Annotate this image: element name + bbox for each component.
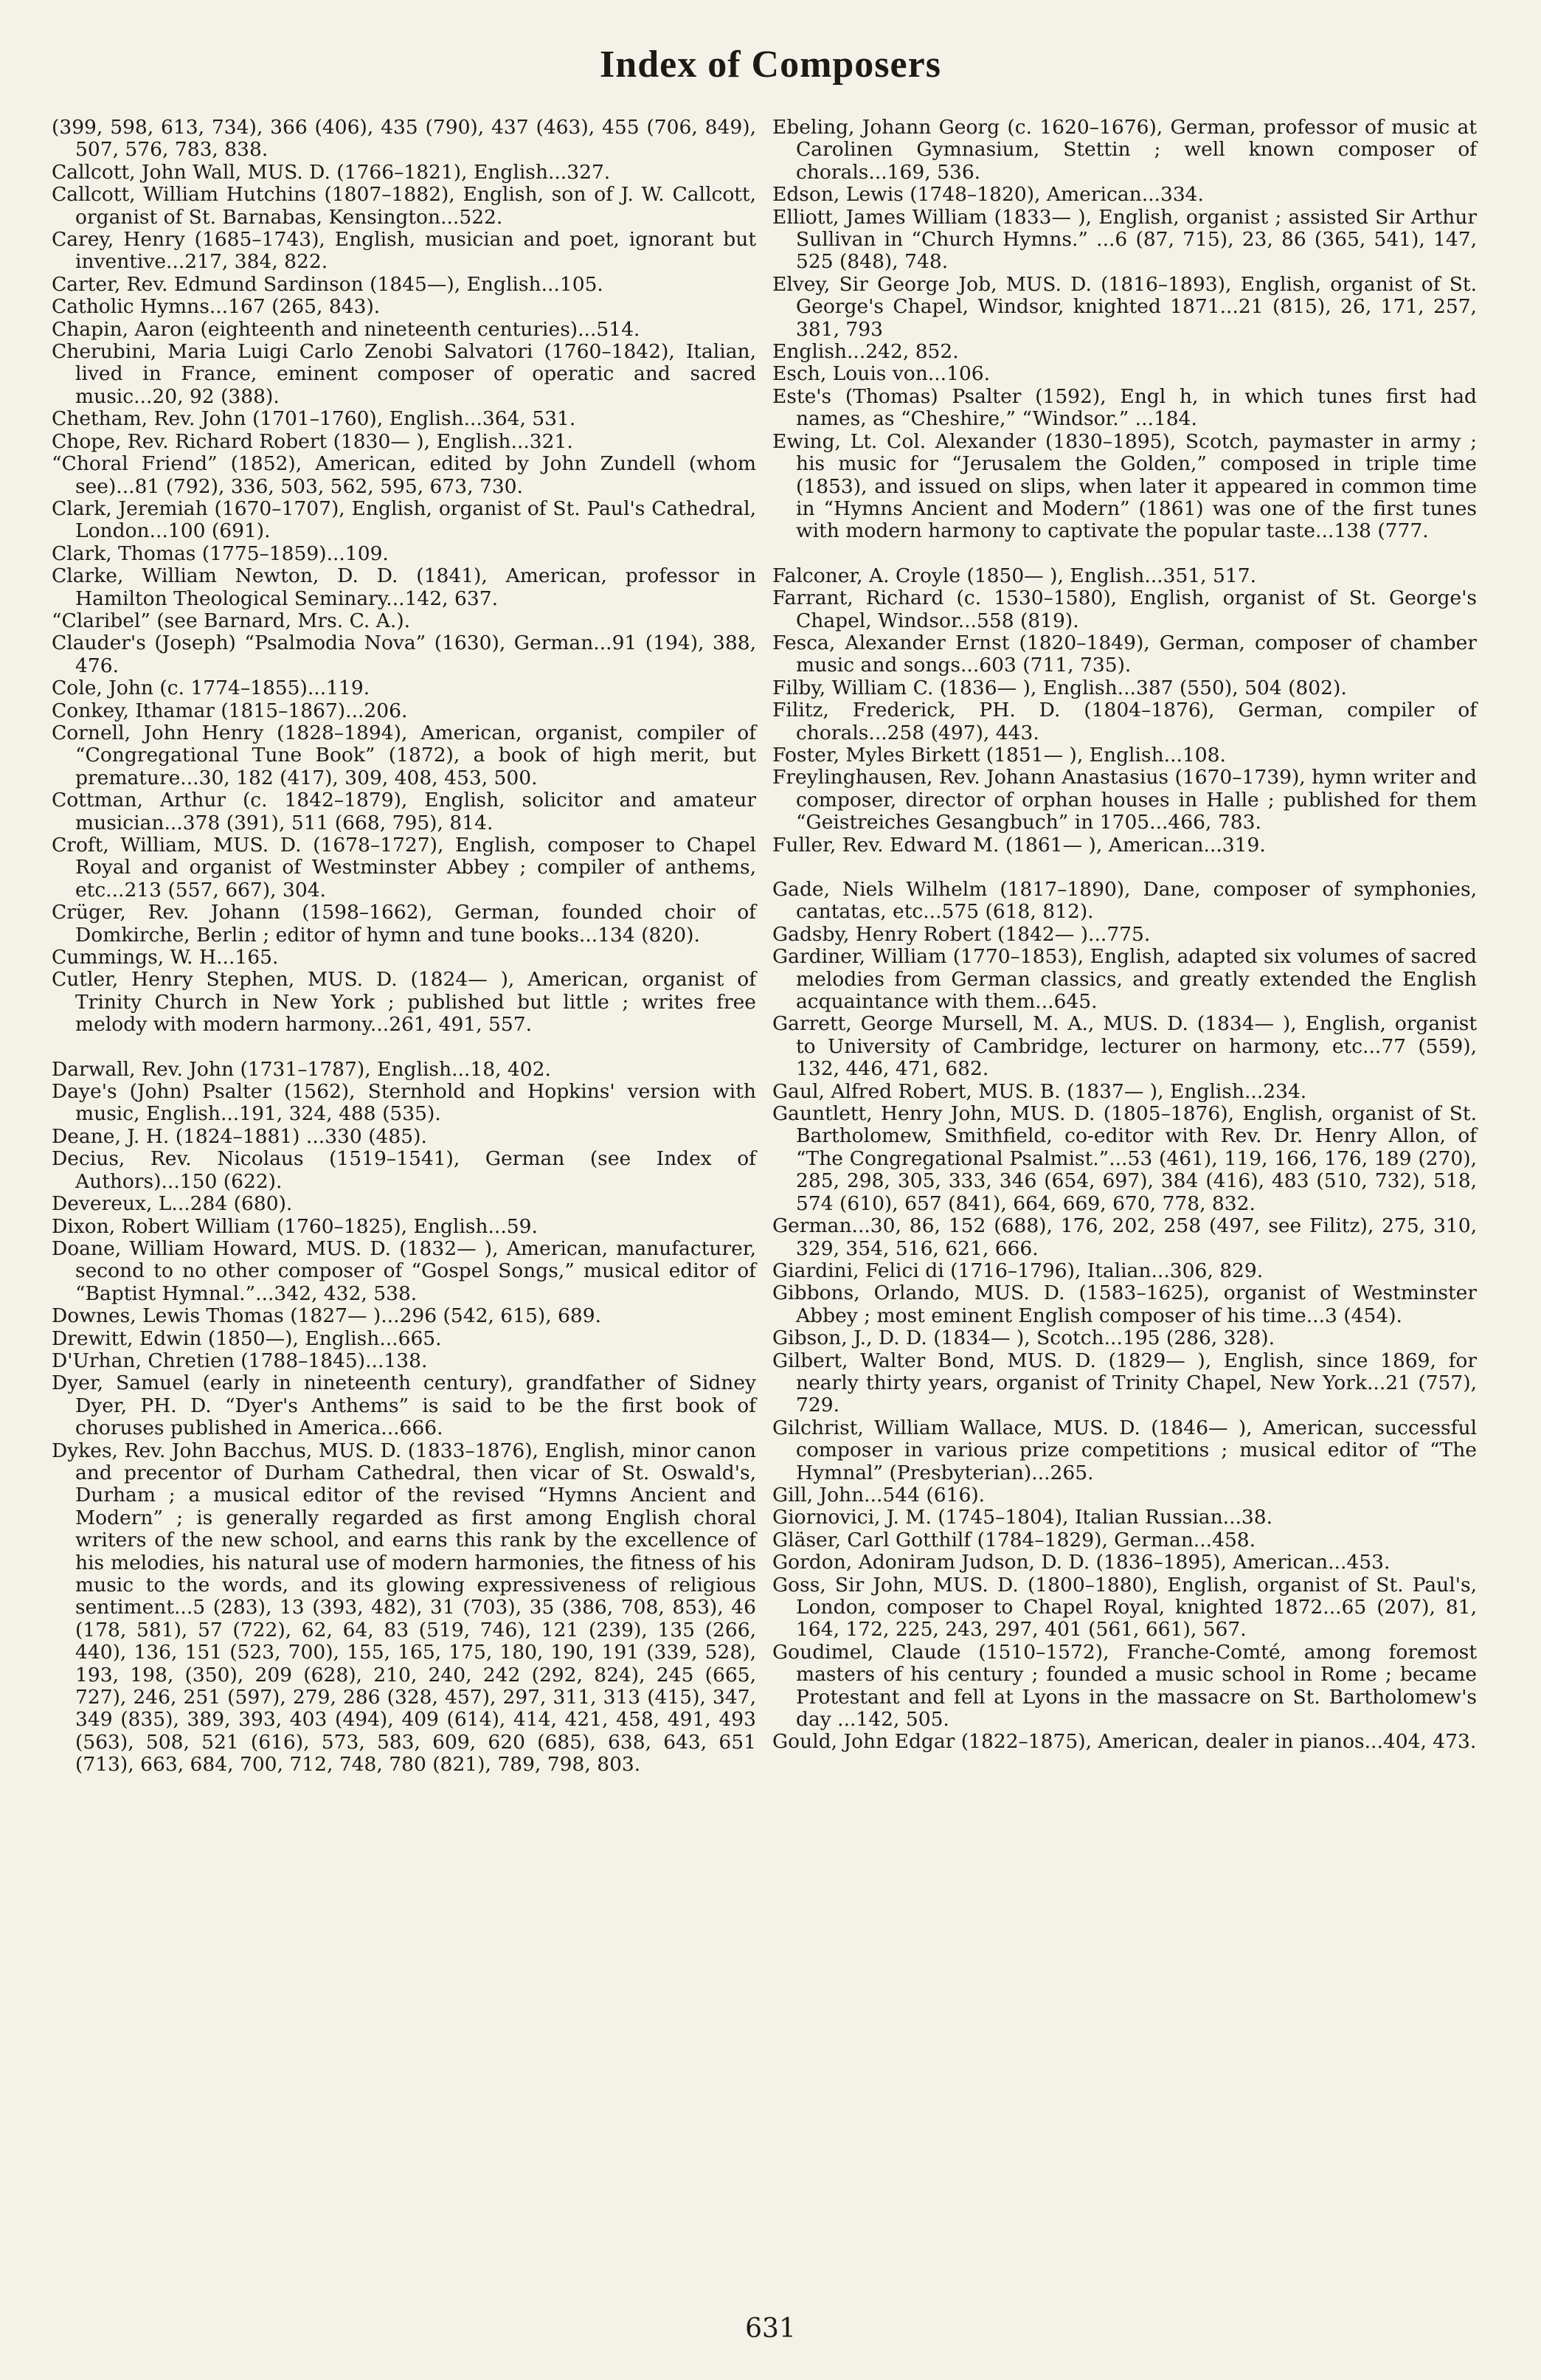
index-entry: Catholic Hymns...167 (265, 843). xyxy=(52,295,381,319)
index-entry: Giardini, Felici di (1716–1796), Italian...306, 829. xyxy=(772,1259,1264,1282)
index-entry: Ebeling, Johann Georg (c. 1620–1676), German, professor of music at Carolinen Gymnasium, Stettin ; well known composer of chorals...169, 536. xyxy=(772,116,1477,184)
index-entry: Este's (Thomas) Psalter (1592), Engl h, in which tunes first had names, as “Cheshire,” “Windsor.” ...184. xyxy=(772,384,1477,431)
index-entry: Conkey, Ithamar (1815–1867)...206. xyxy=(52,699,408,722)
index-entry: Dyer, Samuel (early in nineteenth century), grandfather of Sidney Dyer, PH. D. “Dyer's Anthems” is said to be the first book of choruses published in America...666. xyxy=(52,1371,756,1440)
index-entry: Gardiner, William (1770–1853), English, adapted six volumes of sacred melodies from German classics, and greatly extended the English acquaintance with them...645. xyxy=(772,945,1477,1014)
index-entry: Gauntlett, Henry John, MUS. D. (1805–1876), English, organist of St. Bartholomew, Smithfield, co-editor with Rev. Dr. Henry Allon, of “The Congregational Psalmist.”...53 (461), 119, 166, 176, 189 (270), 285, 298, 305, 333, 346 (654, 697), 384 (416), 483 (510, 732), 518, 574 (610), 657 (841), 664, 669, 670, 778, 832. xyxy=(772,1102,1477,1215)
index-entry: Dixon, Robert William (1760–1825), English...59. xyxy=(52,1214,538,1238)
index-entry: Drewitt, Edwin (1850—), English...665. xyxy=(52,1326,442,1350)
index-entry: Goss, Sir John, MUS. D. (1800–1880), English, organist of St. Paul's, London, composer to Chapel Royal, knighted 1872...65 (207), 81, 164, 172, 225, 243, 297, 401 (561, 661), 567. xyxy=(772,1573,1477,1642)
index-entry: Daye's (John) Psalter (1562), Sternhold and Hopkins' version with music, English...191, 324, 488 (535). xyxy=(52,1080,756,1126)
index-entry: Devereux, L...284 (680). xyxy=(52,1192,293,1216)
index-entry: English...242, 852. xyxy=(772,340,959,364)
index-entry: Giornovici, J. M. (1745–1804), Italian Russian...38. xyxy=(772,1506,1273,1529)
index-entry: Chetham, Rev. John (1701–1760), English...364, 531. xyxy=(52,407,576,431)
index-entry: Gaul, Alfred Robert, MUS. B. (1837— ), English...234. xyxy=(772,1079,1307,1103)
index-entry: Clark, Thomas (1775–1859)...109. xyxy=(52,542,389,565)
index-entry: Freylinghausen, Rev. Johann Anastasius (1670–1739), hymn writer and composer, director of orphan houses in Halle ; published for them “Geistreiches Gesangbuch” in 1705...466, 783. xyxy=(772,766,1477,834)
index-entry: Falconer, A. Croyle (1850— ), English...351, 517. xyxy=(772,564,1257,587)
index-entry: Esch, Louis von...106. xyxy=(772,362,991,386)
index-entry: Croft, William, MUS. D. (1678–1727), English, composer to Chapel Royal and organist of Westminster Abbey ; compiler of anthems, etc...213 (557, 667), 304. xyxy=(52,834,756,902)
index-entry: Gilchrist, William Wallace, MUS. D. (1846— ), American, successful composer in various prize competitions ; musical editor of “The Hymnal” (Presbyterian)...265. xyxy=(772,1416,1477,1484)
index-entry: Gadsby, Henry Robert (1842— )...775. xyxy=(772,922,1151,946)
index-entry: (399, 598, 613, 734), 366 (406), 435 (790), 437 (463), 455 (706, 849), 507, 576, 783, 838. xyxy=(52,116,756,162)
index-entry: Elliott, James William (1833— ), English, organist ; assisted Sir Arthur Sullivan in “Church Hymns.” ...6 (87, 715), 23, 86 (365, 541), 147, 525 (848), 748. xyxy=(772,205,1477,274)
index-entry: Fuller, Rev. Edward M. (1861— ), American...319. xyxy=(772,833,1266,857)
index-entry: Deane, J. H. (1824–1881) ...330 (485). xyxy=(52,1124,427,1148)
index-entry: Ewing, Lt. Col. Alexander (1830–1895), Scotch, paymaster in army ; his music for “Jerusalem the Golden,” composed in triple time (1853), and issued on slips, when later it appeared in common time in “Hymns Ancient and Modern” (1861) was one of the first tunes with modern harmony to captivate the popular taste...138 (777. xyxy=(772,429,1477,543)
page-title: Index of Composers xyxy=(600,44,941,86)
index-entry: Callcott, John Wall, MUS. D. (1766–1821), English...327. xyxy=(52,160,611,184)
index-entry: Chope, Rev. Richard Robert (1830— ), English...321. xyxy=(52,429,573,453)
index-entry: Darwall, Rev. John (1731–1787), English...18, 402. xyxy=(52,1057,551,1081)
right-column xyxy=(772,117,1477,1754)
index-entry: Dykes, Rev. John Bacchus, MUS. D. (1833–1876), English, minor canon and precentor of Durham Cathedral, then vicar of St. Oswald's, Durham ; a musical editor of the revised “Hymns Ancient and Modern” ; is generally regarded as first among English choral writers of the new school, and earns this rank by the excellence of his melodies, his natural use of modern harmonies, the fitness of his music to the words, and its glowing expressiveness of religious sentiment...5 (283), 13 (393, 482), 31 (703), 35 (386, 708, 853), 46 (178, 581), 57 (722), 62, 64, 83 (519, 746), 121 (239), 135 (266, 440), 136, 151 (523, 700), 155, 165, 175, 180, 190, 191 (339, 528), 193, 198, (350), 209 (628), 210, 240, 242 (292, 824), 245 (665, 727), 246, 251 (597), 279, 286 (328, 457), 297, 311, 313 (415), 347, 349 (835), 389, 393, 403 (494), 409 (614), 414, 421, 458, 491, 493 (563), 508, 521 (616), 573, 583, 609, 620 (685), 638, 643, 651 (713), 663, 684, 700, 712, 748, 780 (821), 789, 798, 803. xyxy=(52,1439,756,1777)
index-entry: “Choral Friend” (1852), American, edited by John Zundell (whom see)...81 (792), 336, 503, 562, 595, 673, 730. xyxy=(52,452,756,498)
index-entry: Gläser, Carl Gotthilf (1784–1829), German...458. xyxy=(772,1528,1256,1552)
index-entry: German...30, 86, 152 (688), 176, 202, 258 (497, see Filitz), 275, 310, 329, 354, 516, 621, 666. xyxy=(772,1214,1477,1260)
index-entry: Cole, John (c. 1774–1855)...119. xyxy=(52,677,370,700)
left-column xyxy=(52,117,756,1777)
section-gap xyxy=(52,1037,756,1059)
index-entry: Carey, Henry (1685–1743), English, musician and poet, ignorant but inventive...217, 384, 822. xyxy=(52,228,756,274)
index-entry: Crüger, Rev. Johann (1598–1662), German, founded choir of Domkirche, Berlin ; editor of hymn and tune books...134 (820). xyxy=(52,901,756,947)
index-entry: Cornell, John Henry (1828–1894), American, organist, compiler of “Congregational Tune Book” (1872), a book of high merit, but premature...30, 182 (417), 309, 408, 453, 500. xyxy=(52,721,756,789)
index-entry: Gibbons, Orlando, MUS. D. (1583–1625), organist of Westminster Abbey ; most eminent English composer of his time...3 (454). xyxy=(772,1281,1477,1327)
index-entry: Filitz, Frederick, PH. D. (1804–1876), German, compiler of chorals...258 (497), 443. xyxy=(772,699,1477,744)
index-entry: Gill, John...544 (616). xyxy=(772,1483,986,1506)
index-entry: Chapin, Aaron (eighteenth and nineteenth centuries)...514. xyxy=(52,317,640,341)
index-entry: Doane, William Howard, MUS. D. (1832— ), American, manufacturer, second to no other composer of “Gospel Songs,” musical editor of “Baptist Hymnal.”...342, 432, 538. xyxy=(52,1236,756,1305)
index-entry: Filby, William C. (1836— ), English...387 (550), 504 (802). xyxy=(772,676,1347,699)
index-entry: Clark, Jeremiah (1670–1707), English, organist of St. Paul's Cathedral, London...100 (691). xyxy=(52,497,756,543)
index-entry: Cummings, W. H...165. xyxy=(52,946,279,969)
index-entry: Decius, Rev. Nicolaus (1519–1541), German (see Index of Authors)...150 (622). xyxy=(52,1147,756,1193)
index-entry: Foster, Myles Birkett (1851— ), English...108. xyxy=(772,743,1226,767)
index-entry: Cherubini, Maria Luigi Carlo Zenobi Salvatori (1760–1842), Italian, lived in France, eminent composer of operatic and sacred music...20, 92 (388). xyxy=(52,340,756,408)
index-entry: Elvey, Sir George Job, MUS. D. (1816–1893), English, organist of St. George's Chapel, Windsor, knighted 1871...21 (815), 26, 171, 257, 381, 793 xyxy=(772,272,1477,341)
index-entry: Edson, Lewis (1748–1820), American...334. xyxy=(772,183,1204,207)
index-entry: Clarke, William Newton, D. D. (1841), American, professor in Hamilton Theological Seminary...142, 637. xyxy=(52,564,756,610)
index-entry: Gould, John Edgar (1822–1875), American, dealer in pianos...404, 473. xyxy=(772,1730,1477,1754)
page-number: 631 xyxy=(745,2314,796,2344)
index-entry: Gilbert, Walter Bond, MUS. D. (1829— ), English, since 1869, for nearly thirty years, organist of Trinity Chapel, New York...21 (757), 729. xyxy=(772,1349,1477,1417)
index-entry: Goudimel, Claude (1510–1572), Franche-Comté, among foremost masters of his century ; founded a music school in Rome ; became Protestant and fell at Lyons in the massacre on St. Bartholomew's day ...142, 505. xyxy=(772,1640,1477,1732)
index-entry: Garrett, George Mursell, M. A., MUS. D. (1834— ), English, organist to University of Cambridge, lecturer on harmony, etc...77 (559), 132, 446, 471, 682. xyxy=(772,1012,1477,1081)
index-entry: Carter, Rev. Edmund Sardinson (1845—), English...105. xyxy=(52,272,603,296)
index-entry: Gibson, J., D. D. (1834— ), Scotch...195 (286, 328). xyxy=(772,1326,1275,1350)
index-entry: Downes, Lewis Thomas (1827— )...296 (542, 615), 689. xyxy=(52,1304,602,1328)
section-gap xyxy=(772,543,1477,565)
index-entry: Cutler, Henry Stephen, MUS. D. (1824— ), American, organist of Trinity Church in New York ; published but little ; writes free melody with modern harmony...261, 491, 557. xyxy=(52,968,756,1037)
index-entry: Callcott, William Hutchins (1807–1882), English, son of J. W. Callcott, organist of St. Barnabas, Kensington...522. xyxy=(52,183,756,229)
index-entry: Cottman, Arthur (c. 1842–1879), English, solicitor and amateur musician...378 (391), 511 (668, 795), 814. xyxy=(52,789,756,834)
section-gap xyxy=(772,857,1477,879)
index-entry: Gade, Niels Wilhelm (1817–1890), Dane, composer of symphonies, cantatas, etc...575 (618, 812). xyxy=(772,878,1477,924)
index-entry: Clauder's (Joseph) “Psalmodia Nova” (1630), German...91 (194), 388, 476. xyxy=(52,632,756,677)
index-entry: Farrant, Richard (c. 1530–1580), English, organist of St. George's Chapel, Windsor...558 (819). xyxy=(772,587,1477,632)
index-entry: “Claribel” (see Barnard, Mrs. C. A.). xyxy=(52,609,411,632)
index-entry: D'Urhan, Chretien (1788–1845)...138. xyxy=(52,1349,428,1372)
index-entry: Fesca, Alexander Ernst (1820–1849), German, composer of chamber music and songs...603 (711, 735). xyxy=(772,631,1477,677)
index-entry: Gordon, Adoniram Judson, D. D. (1836–1895), American...453. xyxy=(772,1551,1391,1574)
